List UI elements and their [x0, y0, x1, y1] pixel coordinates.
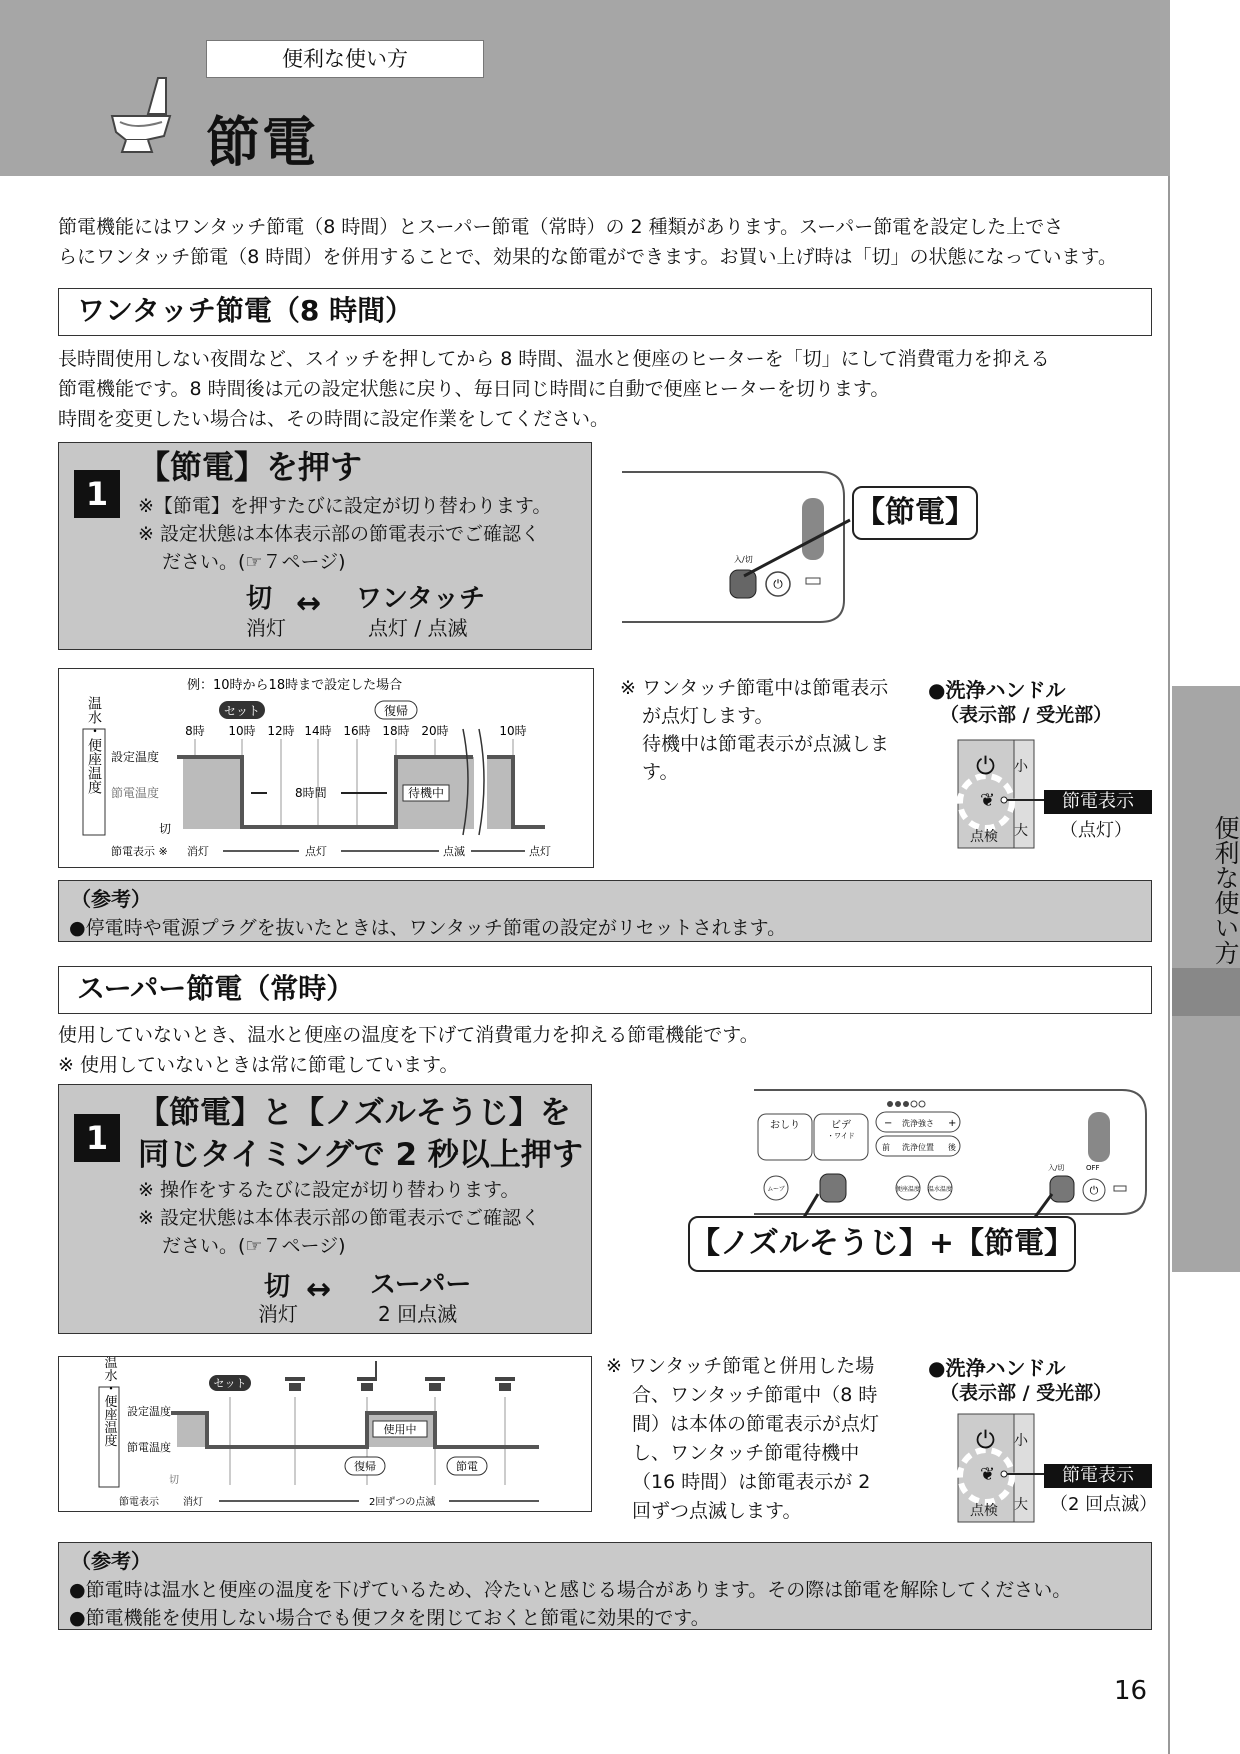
small-flush-label: 小: [1014, 759, 1028, 775]
level-label: 切: [159, 822, 172, 836]
display-label: 節電表示 ※: [111, 845, 168, 858]
reference-title: （参考）: [71, 1549, 151, 1573]
note-line: 間）は本体の節電表示が点灯: [632, 1413, 880, 1435]
note-line: （16 時間）は節電表示が 2: [632, 1471, 871, 1493]
super-description: [58, 1020, 1158, 1080]
level-label: 節電温度: [127, 1441, 171, 1454]
level-label: 設定温度: [127, 1405, 171, 1418]
indicator-state: （点灯）: [1060, 820, 1132, 841]
onetouch-reference-box: [58, 880, 1152, 942]
setsuden-button-callout: 【節電】: [852, 486, 978, 540]
set-badge: セット: [213, 1377, 247, 1390]
standby-label: 待機中: [407, 786, 445, 800]
handle-subtitle: （表示部 / 受光部）: [940, 704, 1113, 726]
state-label: 点灯: [529, 845, 551, 858]
reference-line: ●節電機能を使用しない場合でも便フタを閉じておくと節電に効果的です。: [69, 1607, 710, 1629]
power-icon: ⏻: [773, 577, 783, 591]
note-line: 回ずつ点滅します。: [632, 1500, 802, 1522]
intro-line: 節電機能にはワンタッチ節電（8 時間）とスーパー節電（常時）の 2 種類があります。スーパー節電を設定した上でさ: [58, 216, 1064, 238]
in-off-label: 入/切: [1048, 1164, 1065, 1172]
toggle-on: スーパー: [370, 1270, 472, 1300]
leaf-icon: ❦: [980, 790, 996, 811]
super-timeline-diagram: [58, 1356, 592, 1512]
intro-text: [58, 212, 1158, 272]
hour-tick: 14時: [304, 724, 332, 738]
desc-line: 長時間使用しない夜間など、スイッチを押してから 8 時間、温水と便座のヒーターを「切」にして消費電力を抑える: [58, 348, 1050, 370]
seat-temp-label: 便座温度: [895, 1186, 921, 1193]
super-reference-box: [58, 1542, 1152, 1630]
onetouch-section-title: ワンタッチ節電（8 時間）: [58, 288, 1152, 336]
interval-label: 8時間: [295, 786, 327, 800]
indicator-label: 節電表示: [1044, 1464, 1152, 1488]
reference-line: ●節電時は温水と便座の温度を下げているため、冷たいと感じる場合があります。その際は節電を解除してください。: [69, 1579, 1072, 1601]
small-flush-label: 小: [1014, 1433, 1028, 1449]
state-label: 消灯: [187, 845, 209, 858]
state-label: 2回ずつの点滅: [369, 1497, 436, 1508]
hour-tick: 10時: [228, 724, 256, 738]
toggle-off: 切: [264, 1272, 291, 1302]
page-title: 節電: [206, 111, 318, 174]
step-number: 1: [74, 1114, 120, 1162]
toggle-on-state: 点灯 / 点滅: [368, 616, 468, 640]
off-label: OFF: [1086, 1164, 1100, 1172]
step-note: ださい。(☞７ページ): [162, 551, 346, 573]
power-icon: ⏻: [1089, 1184, 1099, 1197]
check-label: 点検: [970, 1503, 998, 1519]
display-label: 節電表示: [119, 1497, 159, 1508]
check-label: 点検: [970, 829, 998, 845]
position-label: 洗浄位置: [902, 1143, 934, 1152]
front-label: 前: [882, 1143, 890, 1152]
combo-button-callout: 【ノズルそうじ】+【節電】: [688, 1216, 1076, 1272]
hour-tick: 18時: [382, 724, 410, 738]
indicator-state: （2 回点滅）: [1050, 1494, 1158, 1515]
step-title: [138, 1092, 583, 1176]
level-label: 切: [169, 1475, 179, 1486]
note-line: 待機中は節電表示が点滅しま: [642, 733, 890, 755]
note-line: ※ ワンタッチ節電と併用した場: [606, 1355, 875, 1377]
oshiri-button-label: おしり: [770, 1120, 800, 1131]
power-icon: ⏻: [976, 752, 995, 780]
toggle-on: ワンタッチ: [356, 584, 485, 614]
desc-line: 時間を変更したい場合は、その時間に設定作業をしてください。: [58, 408, 610, 430]
hour-tick: 8時: [185, 724, 205, 738]
step-notes: [138, 492, 588, 576]
onetouch-side-note: [620, 674, 920, 786]
step-note: ださい。(☞７ページ): [162, 1235, 346, 1257]
desc-line: ※ 使用していないときは常に節電しています。: [58, 1054, 459, 1076]
reference-line: ●停電時や電源プラグを抜いたときは、ワンタッチ節電の設定がリセットされます。: [69, 917, 787, 939]
step-notes: [138, 1176, 588, 1260]
wide-label: ・ワイド: [827, 1132, 855, 1140]
intro-line: らにワンタッチ節電（8 時間）を併用することで、効果的な節電ができます。お買い上げ時は「切」の状態になっています。: [58, 246, 1117, 268]
large-flush-label: 大: [1014, 1497, 1028, 1513]
note-line: し、ワンタッチ節電待機中: [632, 1442, 860, 1464]
back-label: 後: [948, 1143, 956, 1152]
hour-tick: 20時: [421, 724, 449, 738]
in-use-label: 使用中: [383, 1423, 417, 1436]
right-margin-rule: [1168, 176, 1170, 1754]
note-line: ※ ワンタッチ節電中は節電表示: [620, 677, 889, 699]
diagram-caption: 例：10時から18時まで設定した場合: [187, 678, 403, 693]
desc-line: 節電機能です。8 時間後は元の設定状態に戻り、毎日同じ時間に自動で便座ヒーターを切ります。: [58, 378, 890, 400]
step-note: ※ 設定状態は本体表示部の節電表示でご確認く: [138, 1207, 540, 1229]
toggle-off-state: 消灯: [258, 1302, 298, 1326]
onetouch-description: [58, 344, 1158, 434]
y-axis-label: 温水・便座温度: [101, 1357, 117, 1447]
page-number: 16: [1114, 1676, 1148, 1706]
plus-label: +: [948, 1118, 957, 1129]
indicator-leader: [1000, 794, 1044, 806]
toggle-arrow-icon: ↔: [306, 1272, 332, 1307]
note-line: す。: [642, 761, 679, 783]
return-badge: 復帰: [383, 704, 409, 718]
large-flush-label: 大: [1014, 823, 1028, 839]
step-title: 【節電】を押す: [138, 448, 363, 486]
reference-title: （参考）: [71, 887, 151, 911]
step-title-line: 同じタイミングで 2 秒以上押す: [138, 1137, 583, 1173]
power-icon: ⏻: [976, 1426, 995, 1454]
y-axis-label: 温水・便座温度: [86, 696, 102, 794]
side-tab-bg-lower: [1172, 1016, 1240, 1272]
super-side-note: [606, 1352, 916, 1526]
level-label: 節電温度: [111, 786, 160, 800]
indicator-label: 節電表示: [1044, 790, 1152, 814]
toilet-icon: [106, 74, 176, 154]
set-badge: セット: [223, 704, 261, 718]
panel-label: 入/切: [734, 555, 753, 564]
hour-tick: 16時: [343, 724, 371, 738]
note-line: 合、ワンタッチ節電中（8 時: [632, 1384, 878, 1406]
header-subtitle: 便利な使い方: [206, 40, 484, 78]
strength-label: 洗浄強さ: [902, 1119, 934, 1128]
desc-line: 使用していないとき、温水と便座の温度を下げて消費電力を抑える節電機能です。: [58, 1024, 759, 1046]
super-section-title: スーパー節電（常時）: [58, 966, 1152, 1014]
toggle-on-state: 2 回点滅: [378, 1302, 458, 1326]
handle-subtitle: （表示部 / 受光部）: [940, 1382, 1113, 1404]
handle-title: ●洗浄ハンドル: [928, 678, 1066, 702]
toggle-off: 切: [246, 584, 273, 614]
level-label: 設定温度: [111, 750, 160, 764]
toggle-arrow-icon: ↔: [296, 586, 322, 621]
step-number: 1: [74, 470, 120, 518]
leaf-icon: ❦: [980, 1464, 996, 1485]
state-label: 点滅: [443, 845, 465, 858]
hour-tick: 10時: [499, 724, 527, 738]
onetouch-timeline-diagram: [58, 668, 594, 868]
massage-label: ムーブ: [767, 1186, 785, 1193]
minus-label: −: [884, 1118, 893, 1129]
step-note: ※ 操作をするたびに設定が切り替わります。: [138, 1179, 520, 1201]
indicator-leader: [1000, 1468, 1044, 1480]
toggle-off-state: 消灯: [246, 616, 286, 640]
state-label: 消灯: [183, 1497, 203, 1508]
water-temp-label: 温水温度: [927, 1186, 953, 1193]
step-note: ※【節電】を押すたびに設定が切り替わります。: [138, 495, 552, 517]
state-label: 点灯: [305, 845, 327, 858]
bidet-button-label: ビデ: [831, 1120, 851, 1131]
callout-leader: [740, 500, 860, 580]
hour-tick: 12時: [267, 724, 295, 738]
save-badge: 節電: [456, 1460, 478, 1473]
return-badge: 復帰: [354, 1460, 376, 1473]
handle-title: ●洗浄ハンドル: [928, 1356, 1066, 1380]
step-note: ※ 設定状態は本体表示部の節電表示でご確認く: [138, 523, 540, 545]
note-line: が点灯します。: [642, 705, 774, 727]
side-tab-label: 便利な使い方: [1211, 815, 1240, 965]
step-title-line: 【節電】と【ノズルそうじ】を: [138, 1095, 571, 1131]
